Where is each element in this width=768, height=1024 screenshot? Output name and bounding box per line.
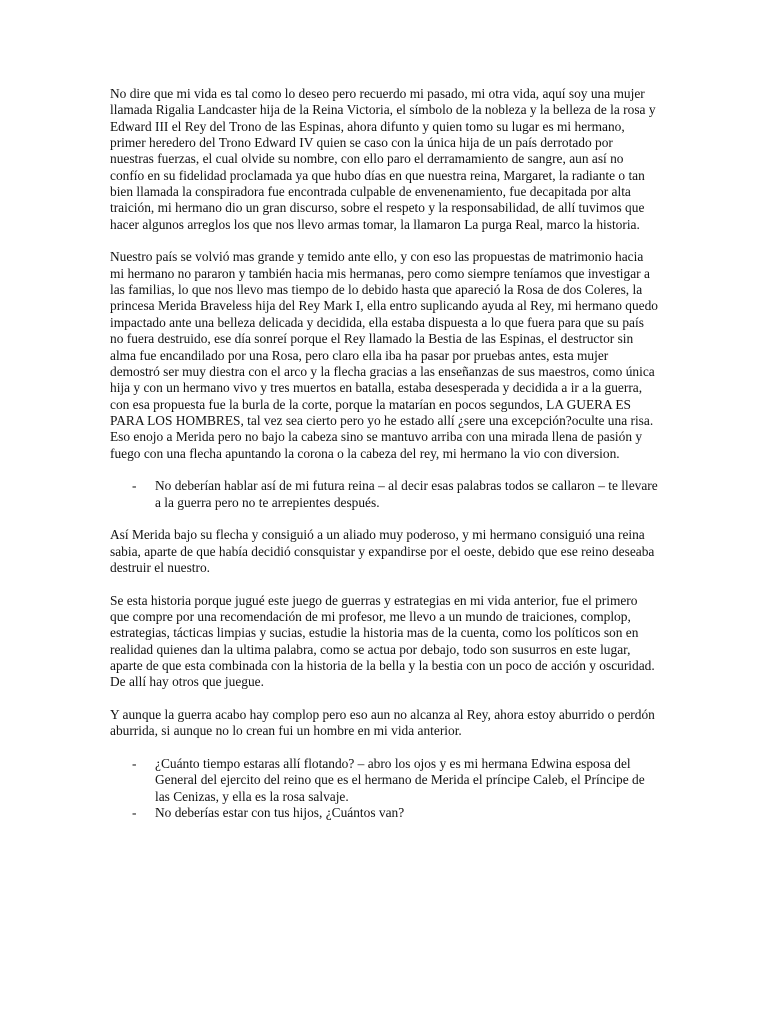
bullet-dash: - xyxy=(132,756,137,772)
bullet-dash: - xyxy=(132,478,137,494)
dialog-text: ¿Cuánto tiempo estaras allí flotando? – abro los ojos y es mi hermana Edwina esposa del General del ejercito del reino que es el hermano de Merida el príncipe Caleb, el Príncipe de las Cenizas, y ella es la rosa salvaje. xyxy=(155,756,645,804)
dialog-item xyxy=(110,756,658,805)
paragraph: Así Merida bajo su flecha y consiguió a un aliado muy poderoso, y mi hermano consiguió una reina sabia, aparte de que había decidió consquistar y expandirse por el oeste, debido que ese reino deseaba destruir el nuestro. xyxy=(110,527,655,575)
paragraph: Y aunque la guerra acabo hay complop pero eso aun no alcanza al Rey, ahora estoy aburrido o perdón aburrida, si aunque no lo crean fui un hombre en mi vida anterior. xyxy=(110,707,655,739)
dialog-list xyxy=(110,478,658,511)
dialog-text: No deberías estar con tus hijos, ¿Cuántos van? xyxy=(155,805,405,821)
dialog-text: No deberían hablar así de mi futura reina – al decir esas palabras todos se callaron – te llevare a la guerra pero no te arrepientes después. xyxy=(155,478,658,510)
paragraph: No dire que mi vida es tal como lo deseo pero recuerdo mi pasado, mi otra vida, aquí soy una mujer llamada Rigalia Landcaster hija de la Reina Victoria, el símbolo de la nobleza y la belleza de la rosa y Edward III el Rey del Trono de las Espinas, ahora difunto y quien tomo su lugar es mi hermano, primer heredero del Trono Edward IV quien se caso con la única hija de un país derrotado por nuestras fuerzas, el cual olvide su nombre, con ello paro el derramamiento de sangre, aun así no confío en su fidelidad proclamada ya que hubo días en que nuestra reina, Margaret, la radiante o tan bien llamada la conspiradora fue encontrada culpable de envenenamiento, fue decapitada por alta traición, mi hermano dio un gran discurso, sobre el respeto y la responsabilidad, de allí tuvimos que hacer algunos arreglos los que nos llevo armas tomar, la llamaron La purga Real, marco la historia. xyxy=(110,86,656,232)
dialog-list xyxy=(110,756,658,821)
document-page xyxy=(110,86,658,838)
dialog-item xyxy=(110,478,658,511)
bullet-dash: - xyxy=(132,805,137,821)
dialog-item xyxy=(110,805,658,821)
paragraph: Se esta historia porque jugué este juego de guerras y estrategias en mi vida anterior, fue el primero que compre por una recomendación de mi profesor, me llevo a un mundo de traiciones, complop, estrategias, tácticas limpias y sucias, estudie la historia mas de la cuenta, como los políticos son en realidad quienes dan la ultima palabra, como se actua por debajo, todo son susurros en este lugar, aparte de que esta combinada con la historia de la bella y la bestia con un poco de acción y oscuridad. De allí hay otros que juegue. xyxy=(110,592,655,690)
paragraph: Nuestro país se volvió mas grande y temido ante ello, y con eso las propuestas de matrimonio hacia mi hermano no pararon y también hacia mis hermanas, pero como siempre teníamos que investigar a las familias, lo que nos llevo mas tiempo de lo debido hasta que apareció la Rosa de dos Coleres, la princesa Merida Braveless hija del Rey Mark I, ella entro suplicando ayuda al Rey, mi hermano quedo impactado ante una belleza delicada y decidida, ella estaba dispuesta a lo que fuera para que su país no fuera destruido, ese día sonreí porque el Rey llamado la Bestia de las Espinas, el destructor sin alma fue encandilado por una Rosa, pero claro ella iba ha pasar por pruebas antes, esta mujer demostró ser muy diestra con el arco y la flecha gracias a las enseñanzas de sus maestros, como única hija y con un hermano vivo y tres muertos en batalla, estaba desesperada y decidida a ir a la guerra, con esa propuesta fue la burla de la corte, porque la matarían en pocos segundos, LA GUERA ES PARA LOS HOMBRES, tal vez sea cierto pero yo he estado allí ¿sere una excepción?oculte una risa. Eso enojo a Merida pero no bajo la cabeza sino se mantuvo arriba con una mirada llena de pasión y fuego con una flecha apuntando la corona o la cabeza del rey, mi hermano la vio con diversion. xyxy=(110,249,658,461)
